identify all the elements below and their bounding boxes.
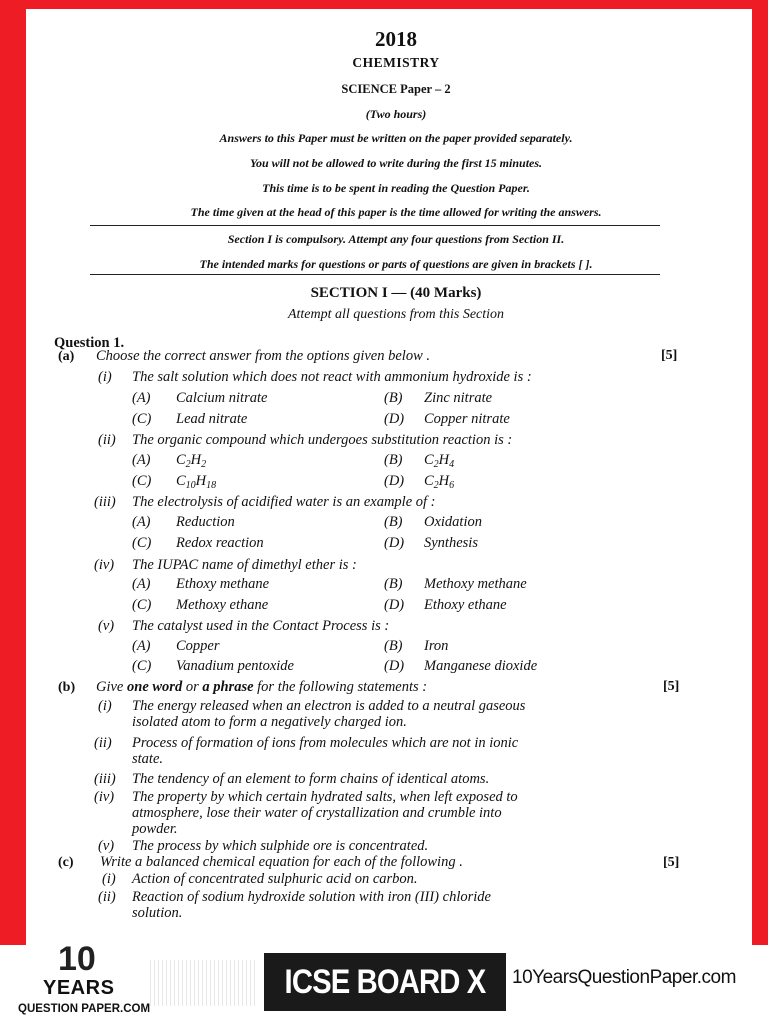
marks-note: The intended marks for questions or parts of questions are given in brackets [ ]. xyxy=(199,257,593,271)
option-label: (C) xyxy=(132,597,152,613)
compulsory-note: Section I is compulsory. Attempt any four questions from Section II. xyxy=(227,232,565,246)
option-text: Calcium nitrate xyxy=(176,390,268,406)
exam-year: 2018 xyxy=(375,27,417,51)
option-label: (B) xyxy=(384,452,403,468)
instruction-1: Answers to this Paper must be written on the paper provided separately. xyxy=(219,131,573,145)
option-label: (D) xyxy=(384,411,405,427)
c-ii-num: (ii) xyxy=(98,889,116,905)
option-label: (D) xyxy=(384,473,405,489)
b-i-line-2: isolated atom to form a negatively charged ion. xyxy=(132,714,407,730)
c-ii-line-2: solution. xyxy=(132,905,183,921)
website-link[interactable]: 10YearsQuestionPaper.com xyxy=(512,967,736,988)
option-label: (A) xyxy=(132,452,151,468)
red-frame-top xyxy=(0,0,768,9)
formula-c2h6: $C_2H_6$ xyxy=(424,473,455,491)
option-label: (A) xyxy=(132,638,151,654)
option-text: Ethoxy ethane xyxy=(424,597,507,613)
formula-c2h2: $C_2H_2$ xyxy=(176,452,207,470)
part-a-marks: [5] xyxy=(661,348,678,363)
a-iii-num: (iii) xyxy=(94,494,116,510)
option-text: Reduction xyxy=(176,514,235,530)
instruction-3: This time is to be spent in reading the Question Paper. xyxy=(262,181,530,195)
exam-paper-name: SCIENCE Paper – 2 xyxy=(341,82,451,96)
logo-number: 10 xyxy=(58,940,96,978)
part-a-label: (a) xyxy=(58,349,75,364)
b-iv-line-2: atmosphere, lose their water of crystallization and crumble into xyxy=(132,805,502,821)
option-label: (C) xyxy=(132,658,152,674)
c-i-line-1: Action of concentrated sulphuric acid on carbon. xyxy=(132,871,418,887)
part-b-marks: [5] xyxy=(663,679,680,694)
option-text: Methoxy methane xyxy=(424,576,527,592)
b-i-line-1: The energy released when an electron is added to a neutral gaseous xyxy=(132,698,526,714)
option-label: (C) xyxy=(132,473,152,489)
a-i-num: (i) xyxy=(98,369,112,385)
option-label: (D) xyxy=(384,597,405,613)
part-b-text: Give one word or a phrase for the following statements : xyxy=(96,679,428,695)
section-title: SECTION I — (40 Marks) xyxy=(310,285,482,301)
a-ii-text: The organic compound which undergoes substitution reaction is : xyxy=(132,432,513,448)
part-b-label: (b) xyxy=(58,680,76,695)
instruction-4: The time given at the head of this paper is the time allowed for writing the answers. xyxy=(190,205,602,219)
option-label: (A) xyxy=(132,514,151,530)
exam-duration: (Two hours) xyxy=(365,107,427,121)
b-i-num: (i) xyxy=(98,698,112,714)
option-text: Methoxy ethane xyxy=(176,597,269,613)
a-i-text: The salt solution which does not react with ammonium hydroxide is : xyxy=(132,369,532,385)
c-i-num: (i) xyxy=(102,871,116,887)
option-text: Oxidation xyxy=(424,514,482,530)
formula-c2h4: $C_2H_4$ xyxy=(424,452,455,470)
a-v-text: The catalyst used in the Contact Process is : xyxy=(132,618,390,634)
c-ii-line-1: Reaction of sodium hydroxide solution with iron (III) chloride xyxy=(132,889,491,905)
option-text: Synthesis xyxy=(424,535,478,551)
part-c-marks: [5] xyxy=(663,855,680,870)
question-1-label: Question 1. xyxy=(54,335,125,351)
part-c-label: (c) xyxy=(58,855,74,870)
a-ii-num: (ii) xyxy=(98,432,116,448)
option-text: Copper nitrate xyxy=(424,411,510,427)
option-label: (A) xyxy=(132,576,151,592)
part-a-text: Choose the correct answer from the options given below . xyxy=(96,348,430,364)
option-text: Iron xyxy=(424,638,449,654)
option-label: (A) xyxy=(132,390,151,406)
option-text: Ethoxy methane xyxy=(176,576,270,592)
b-iv-num: (iv) xyxy=(94,789,115,805)
option-text: Lead nitrate xyxy=(176,411,248,427)
b-iii-num: (iii) xyxy=(94,771,116,787)
b-iii-line-1: The tendency of an element to form chains of identical atoms. xyxy=(132,771,490,787)
b-ii-num: (ii) xyxy=(94,735,112,751)
section-subtitle: Attempt all questions from this Section xyxy=(287,307,505,322)
option-text: Copper xyxy=(176,638,220,654)
option-label: (B) xyxy=(384,390,403,406)
b-iv-line-3: powder. xyxy=(132,821,178,837)
option-text: Manganese dioxide xyxy=(424,658,538,674)
exam-paper xyxy=(26,9,752,945)
decorative-stripes xyxy=(150,960,258,1006)
logo-site: QUESTION PAPER.COM xyxy=(18,1003,151,1015)
divider-1 xyxy=(90,225,660,226)
option-label: (B) xyxy=(384,638,403,654)
instruction-2: You will not be allowed to write during the first 15 minutes. xyxy=(249,156,543,170)
formula-c10h18: $C_{10}H_{18}$ xyxy=(176,473,217,491)
a-v-num: (v) xyxy=(98,618,115,634)
option-label: (B) xyxy=(384,514,403,530)
option-label: (C) xyxy=(132,535,152,551)
board-banner: ICSE BOARD X xyxy=(284,963,486,1001)
b-iv-line-1: The property by which certain hydrated salts, when left exposed to xyxy=(132,789,518,805)
logo-years: YEARS xyxy=(43,977,115,999)
option-text: Zinc nitrate xyxy=(424,390,493,406)
option-text: Redox reaction xyxy=(176,535,264,551)
option-label: (B) xyxy=(384,576,403,592)
option-label: (C) xyxy=(132,411,152,427)
exam-subject: CHEMISTRY xyxy=(352,55,440,70)
a-iv-text: The IUPAC name of dimethyl ether is : xyxy=(132,557,357,573)
red-frame-left xyxy=(0,0,26,945)
red-frame-right xyxy=(752,0,768,945)
a-iii-text: The electrolysis of acidified water is an example of : xyxy=(132,494,436,510)
b-v-num: (v) xyxy=(98,838,115,854)
a-iv-num: (iv) xyxy=(94,557,115,573)
option-label: (D) xyxy=(384,658,405,674)
divider-2 xyxy=(90,274,660,275)
part-c-text: Write a balanced chemical equation for each of the following . xyxy=(100,854,463,870)
option-label: (D) xyxy=(384,535,405,551)
option-text: Vanadium pentoxide xyxy=(176,658,294,674)
b-ii-line-1: Process of formation of ions from molecules which are not in ionic xyxy=(132,735,519,751)
b-v-line-1: The process by which sulphide ore is concentrated. xyxy=(132,838,429,854)
b-ii-line-2: state. xyxy=(132,751,164,767)
